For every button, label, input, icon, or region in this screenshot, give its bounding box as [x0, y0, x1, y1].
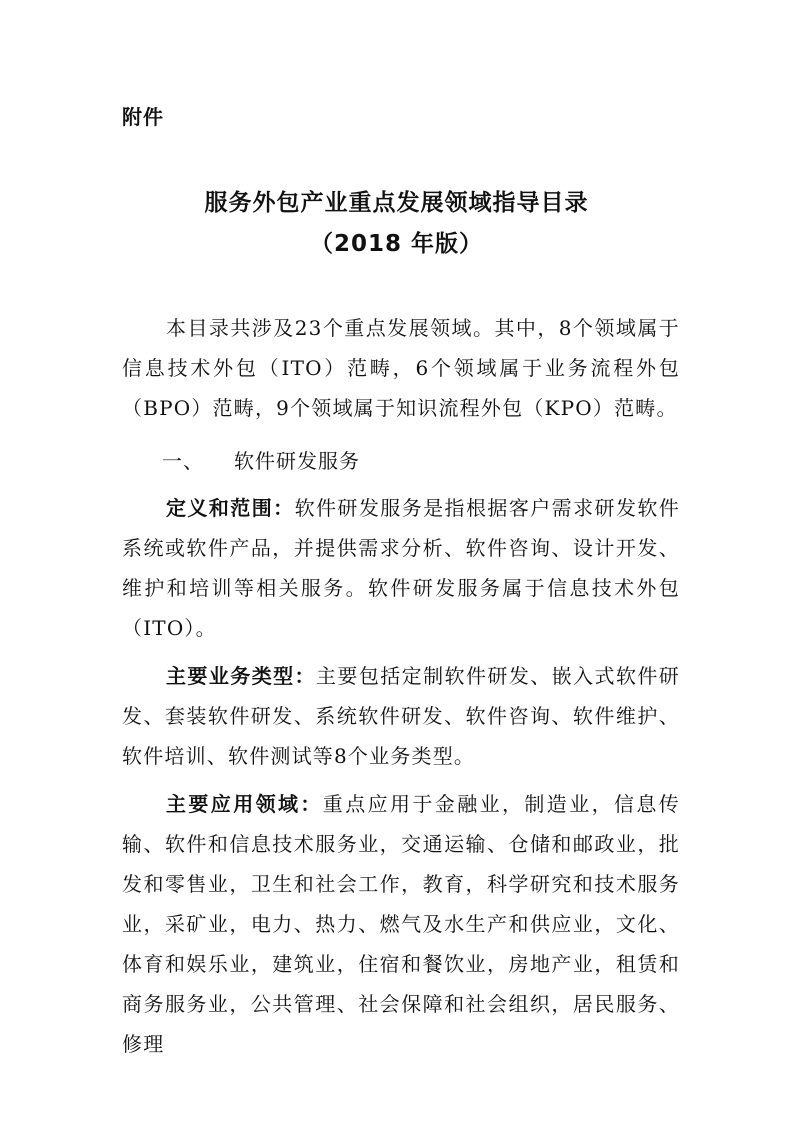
- intro-paragraph: [122, 308, 680, 428]
- application-fields-paragraph: [122, 784, 680, 1064]
- document-title: 服务外包产业重点发展领域指导目录: [204, 190, 589, 216]
- document-edition: （2018 年版）: [309, 231, 484, 257]
- section-title: 软件研发服务: [234, 449, 360, 473]
- section-number: 一、: [162, 449, 204, 473]
- business-types-text: 主要包括定制软件研发、嵌入式软件研发、套装软件研发、系统软件研发、软件咨询、软件维护、软件培训、软件测试等8个业务类型。: [122, 664, 680, 768]
- attachment-label: 附件: [122, 105, 164, 129]
- definition-text: 软件研发服务是指根据客户需求研发软件系统或软件产品，并提供需求分析、软件咨询、设计开发、维护和培训等相关服务。软件研发服务属于信息技术外包（ITO）。: [122, 496, 680, 640]
- intro-text: 本目录共涉及23个重点发展领域。其中，8个领域属于信息技术外包（ITO）范畴，6个领域属于业务流程外包（BPO）范畴，9个领域属于知识流程外包（KPO）范畴。: [122, 316, 680, 420]
- application-fields-text: 重点应用于金融业，制造业，信息传输、软件和信息技术服务业，交通运输、仓储和邮政业，批发和零售业，卫生和社会工作，教育，科学研究和技术服务业，采矿业，电力、热力、燃气及水生产和供应业，文化、体育和娱乐业，建筑业，住宿和餐饮业，房地产业，租赁和商务服务业，公共管理、社会保障和社会组织，居民服务、修理: [122, 792, 680, 1056]
- section-heading: [162, 442, 360, 480]
- definition-label: 定义和范围：: [166, 496, 295, 520]
- application-fields-label: 主要应用领域：: [166, 792, 323, 816]
- business-types-label: 主要业务类型：: [166, 664, 316, 688]
- definition-paragraph: [122, 488, 680, 648]
- business-types-paragraph: [122, 656, 680, 776]
